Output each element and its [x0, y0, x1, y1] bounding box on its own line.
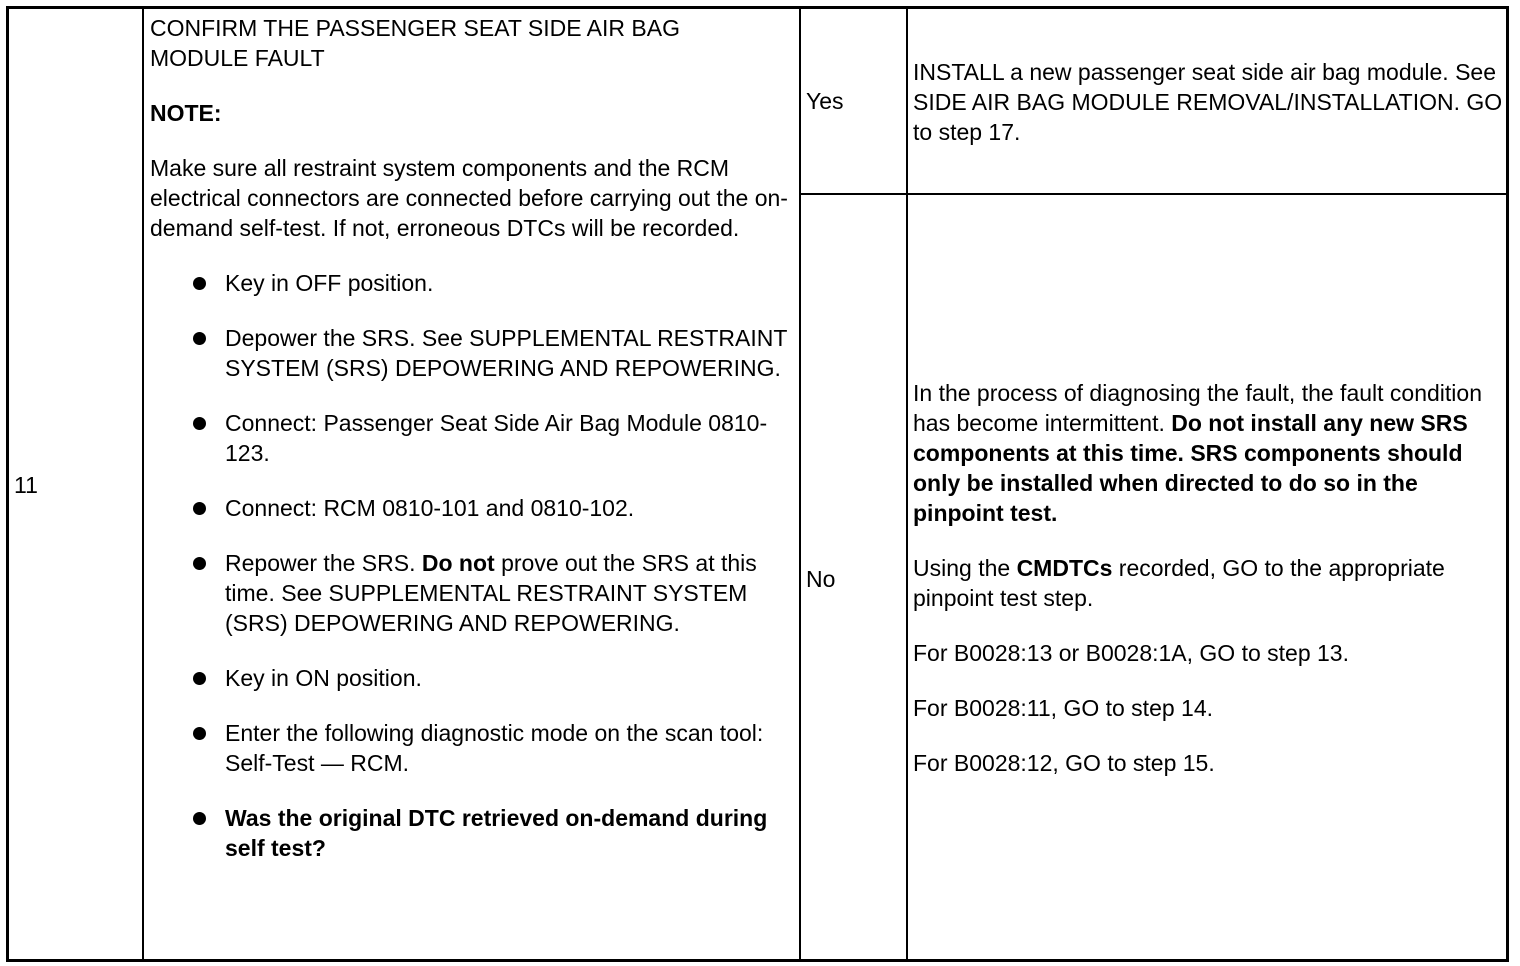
divider-result-next: [906, 6, 908, 959]
step-question: Was the original DTC retrieved on-demand during self test?: [225, 805, 768, 861]
bullet-icon: [193, 332, 206, 345]
step-text: Connect: Passenger Seat Side Air Bag Module 0810-123.: [225, 410, 768, 466]
result-yes-label: Yes: [806, 88, 844, 114]
no-action-cell: [913, 378, 1498, 803]
bullet-icon: [193, 727, 206, 740]
list-item: [150, 718, 790, 778]
step-text: Connect: RCM 0810-101 and 0810-102.: [225, 495, 635, 521]
step-number: 11: [14, 472, 38, 498]
step-text: Key in ON position.: [225, 665, 422, 691]
step-text-post: prove out the SRS at this time. See SUPPLEMENTAL RESTRAINT SYSTEM (SRS) DEPOWERING AND REPOWERING.: [225, 550, 757, 636]
step-text: Enter the following diagnostic mode on the scan tool: Self-Test — RCM.: [225, 720, 764, 776]
bullet-icon: [193, 812, 206, 825]
step-text: Key in OFF position.: [225, 270, 434, 296]
yes-action-text: INSTALL a new passenger seat side air bag module. See SIDE AIR BAG MODULE REMOVAL/INSTALLATION. GO to step 17.: [913, 59, 1503, 145]
note-text: Make sure all restraint system components and the RCM electrical connectors are connected before carrying out the on-demand self-test. If not, erroneous DTCs will be recorded.: [150, 155, 788, 241]
divider-step-action: [142, 6, 144, 959]
no-action-para-5: For B0028:12, GO to step 15.: [913, 750, 1215, 776]
no-para2-pre: Using the: [913, 555, 1017, 581]
action-cell: [150, 13, 790, 863]
action-steps-list: [150, 268, 790, 863]
list-item: [150, 663, 790, 693]
list-item: [150, 548, 790, 638]
step-text: Depower the SRS. See SUPPLEMENTAL RESTRAINT SYSTEM (SRS) DEPOWERING AND REPOWERING.: [225, 325, 787, 381]
no-action-para-4: For B0028:11, GO to step 14.: [913, 695, 1214, 721]
list-item: [150, 803, 790, 863]
result-no-label: No: [806, 566, 836, 592]
no-para2-post: recorded, GO to the appropriate pinpoint test step.: [913, 555, 1445, 611]
note-label: NOTE:: [150, 100, 222, 126]
divider-action-result: [799, 6, 801, 959]
list-item: [150, 408, 790, 468]
bullet-icon: [193, 417, 206, 430]
list-item: [150, 493, 790, 523]
no-action-para-3: For B0028:13 or B0028:1A, GO to step 13.: [913, 640, 1349, 666]
no-action-para-1: [913, 378, 1498, 528]
bullet-icon: [193, 502, 206, 515]
step-text-pre: Repower the SRS.: [225, 550, 422, 576]
divider-yes-no: [799, 193, 1506, 195]
bullet-icon: [193, 277, 206, 290]
bullet-icon: [193, 672, 206, 685]
step-title-line2: MODULE FAULT: [150, 45, 325, 71]
no-para2-bold: CMDTCs: [1016, 555, 1113, 581]
step-title-line1: CONFIRM THE PASSENGER SEAT SIDE AIR BAG: [150, 15, 680, 41]
list-item: [150, 268, 790, 298]
no-para1-text: In the process of diagnosing the fault, the fault condition has become intermittent.: [913, 380, 1482, 436]
no-action-para-2: [913, 553, 1498, 613]
no-para1-warning: Do not install any new SRS components at this time. SRS components should only be installed when directed to do so in the pinpoint test.: [913, 410, 1468, 526]
list-item: [150, 323, 790, 383]
step-text-bold: Do not: [421, 550, 495, 576]
bullet-icon: [193, 557, 206, 570]
